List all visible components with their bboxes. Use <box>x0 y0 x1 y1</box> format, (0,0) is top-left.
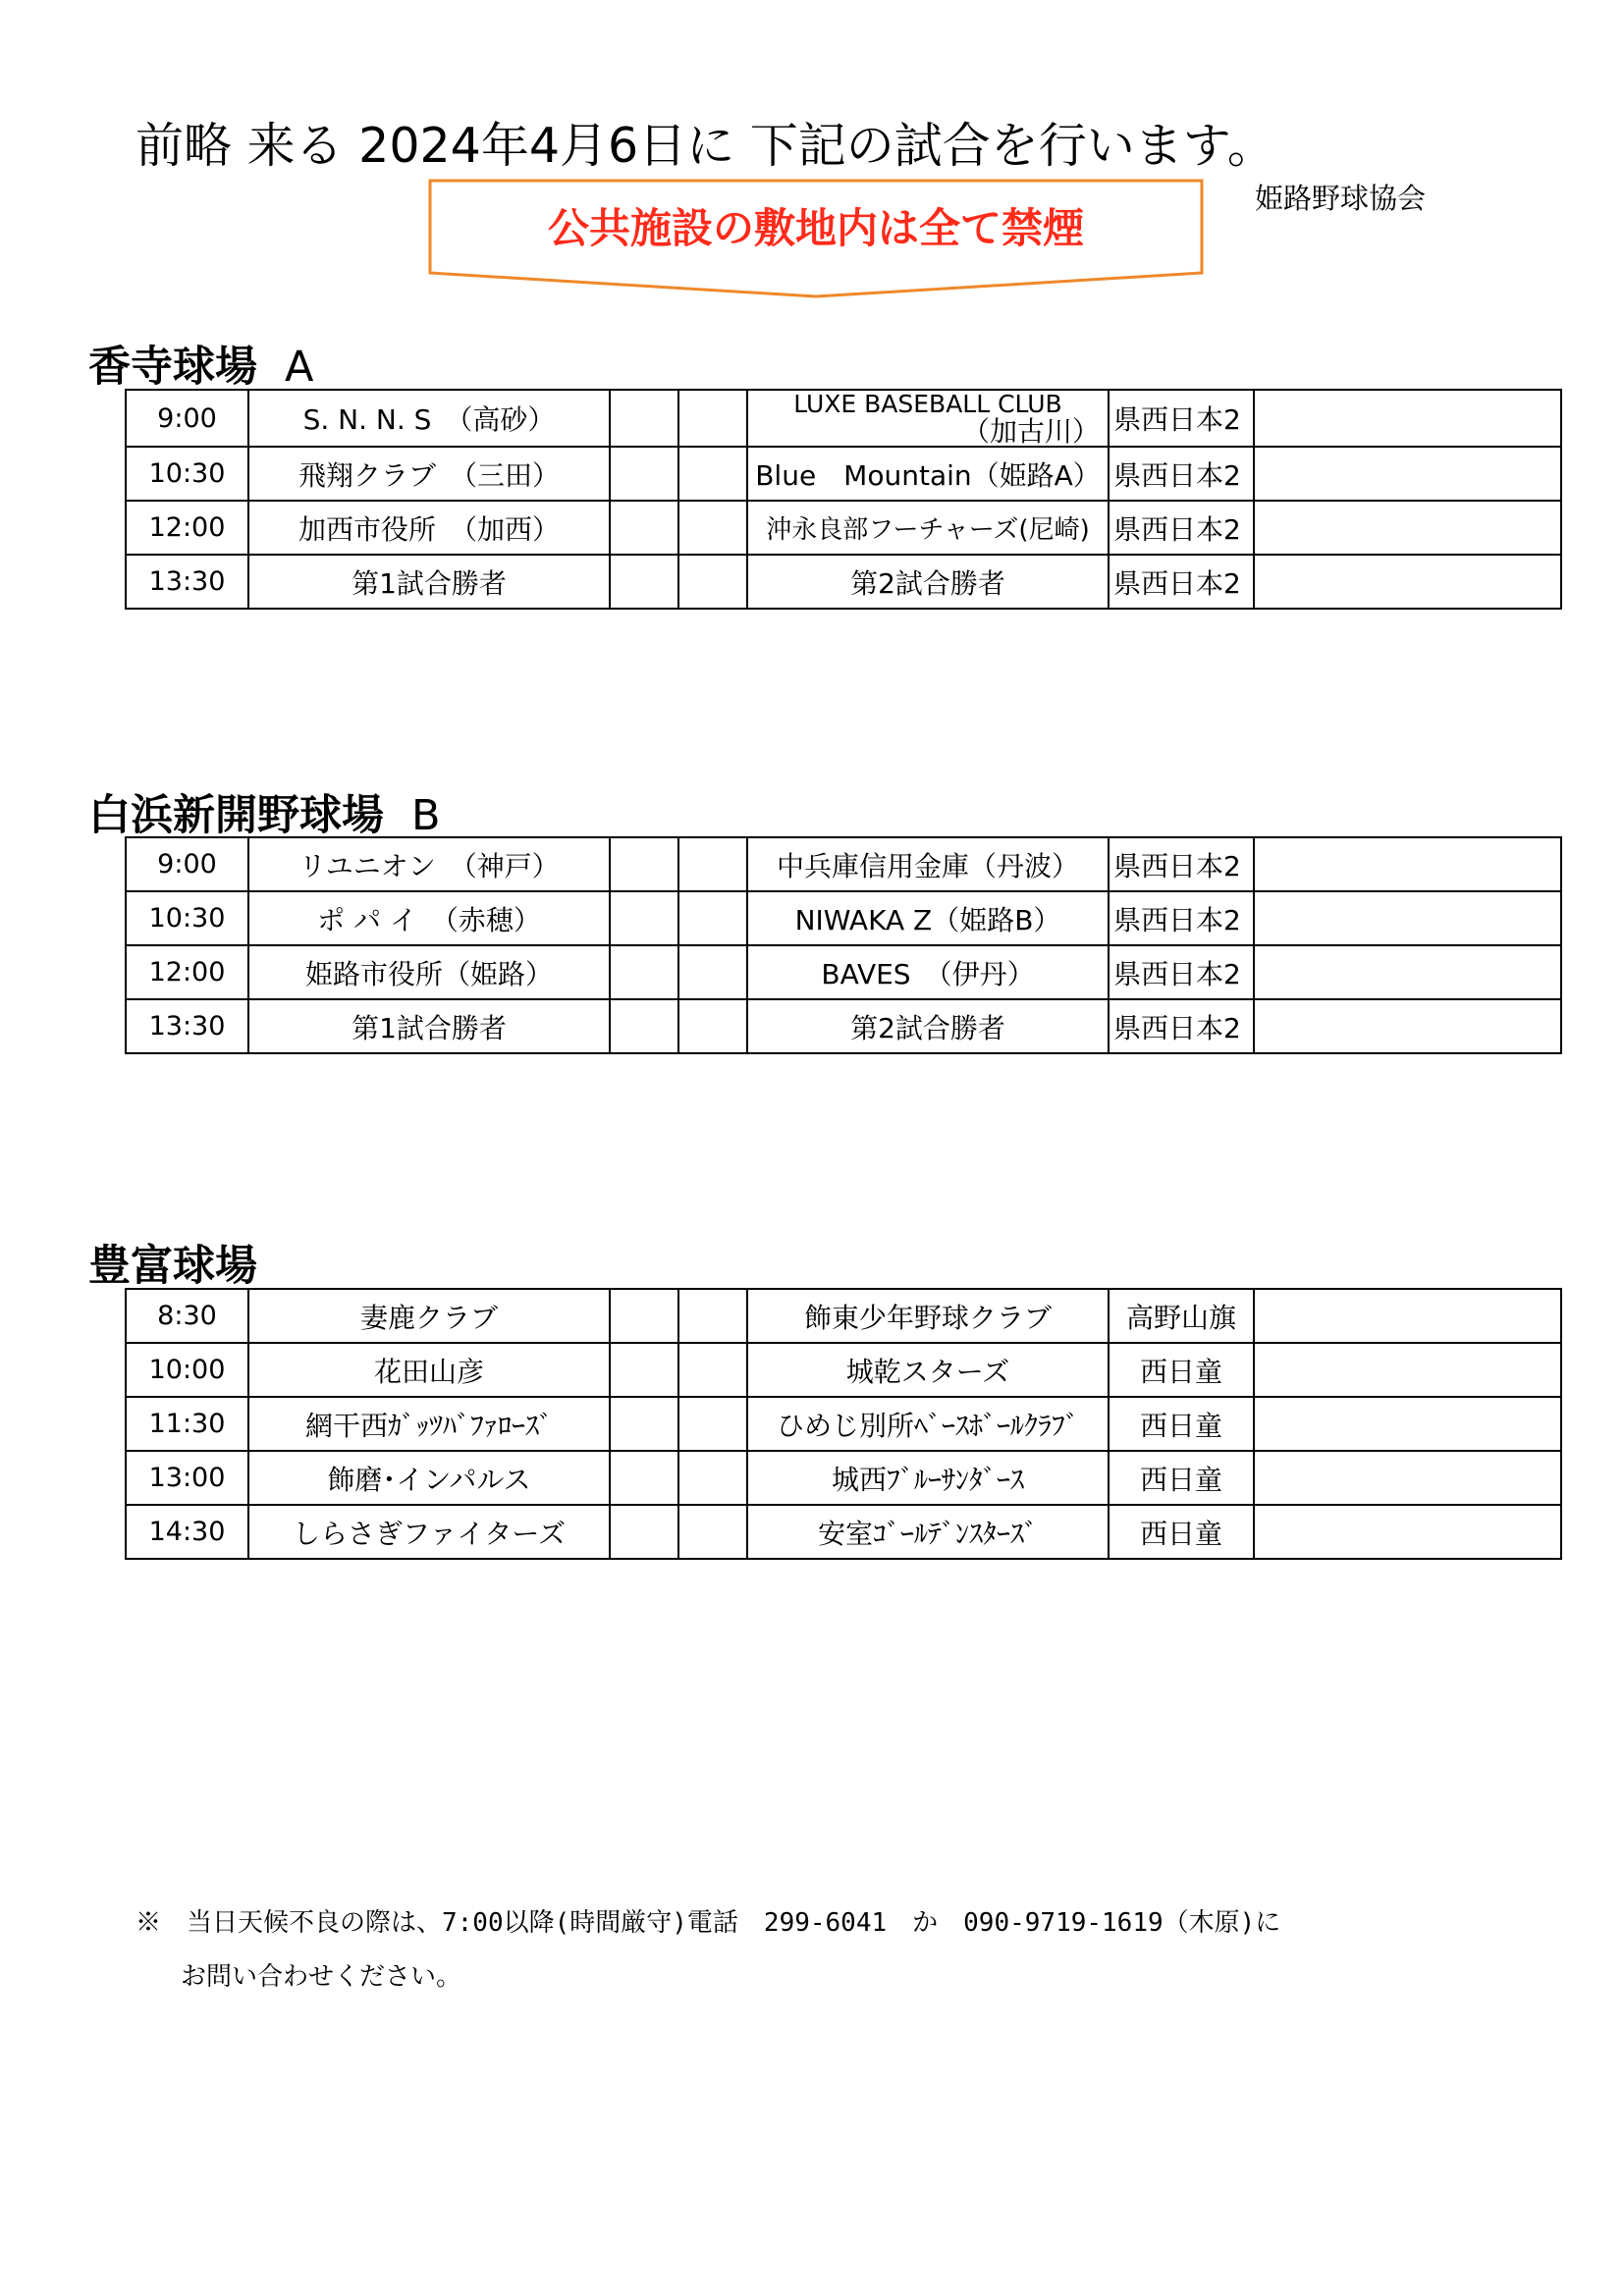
game-time: 10:30 <box>126 447 248 501</box>
game-category: 県西日本2 <box>1109 390 1254 447</box>
score-cell <box>610 501 678 555</box>
away-team: 城西ﾌﾞﾙｰｻﾝﾀﾞｰｽ <box>747 1451 1109 1505</box>
score-cell <box>678 555 747 609</box>
home-team: 加西市役所 （加西） <box>248 501 610 555</box>
home-team: 花田山彦 <box>248 1343 610 1397</box>
score-cell <box>610 390 678 447</box>
away-team: 安室ｺﾞｰﾙﾃﾞﾝｽﾀｰｽﾞ <box>747 1505 1109 1559</box>
score-cell <box>678 390 747 447</box>
away-team-line1: LUXE BASEBALL CLUB <box>793 390 1062 418</box>
banner-text: 公共施設の敷地内は全て禁煙 <box>547 204 1084 252</box>
table-row <box>126 945 1561 999</box>
away-team: 沖永良部フーチャーズ(尼崎) <box>747 501 1109 555</box>
table-row <box>126 1451 1561 1505</box>
score-cell <box>610 447 678 501</box>
game-category: 西日童 <box>1109 1343 1254 1397</box>
game-category: 県西日本2 <box>1109 891 1254 945</box>
score-cell <box>678 999 747 1053</box>
score-cell <box>678 945 747 999</box>
game-time: 13:30 <box>126 999 248 1053</box>
venue-title-toyotomi <box>88 1233 257 1293</box>
headline: 前略 来る 2024年4月6日に 下記の試合を行います。 <box>135 118 1275 174</box>
away-team <box>747 390 1109 447</box>
home-team: ポ パ イ （赤穂） <box>248 891 610 945</box>
score-cell <box>678 447 747 501</box>
score-cell <box>610 837 678 891</box>
table-row <box>126 837 1561 891</box>
away-team: BAVES （伊丹） <box>747 945 1109 999</box>
game-category: 県西日本2 <box>1109 555 1254 609</box>
score-cell <box>678 891 747 945</box>
game-category: 県西日本2 <box>1109 837 1254 891</box>
away-team: Blue Mountain（姫路A） <box>747 447 1109 501</box>
score-cell <box>678 1289 747 1343</box>
away-team: 飾東少年野球クラブ <box>747 1289 1109 1343</box>
venue-name: 豊富球場 <box>88 1242 257 1291</box>
table-row <box>126 555 1561 609</box>
home-team: 姫路市役所（姫路） <box>248 945 610 999</box>
home-team: 第1試合勝者 <box>248 999 610 1053</box>
away-team: 中兵庫信用金庫（丹波） <box>747 837 1109 891</box>
game-category: 県西日本2 <box>1109 945 1254 999</box>
game-category: 西日童 <box>1109 1451 1254 1505</box>
game-category: 西日童 <box>1109 1397 1254 1451</box>
home-team: 網干西ｶﾞｯﾂﾊﾞﾌｧﾛｰｽﾞ <box>248 1397 610 1451</box>
game-time: 13:30 <box>126 555 248 609</box>
table-row <box>126 1343 1561 1397</box>
schedule-table-koudera <box>125 389 1562 610</box>
score-cell <box>610 1289 678 1343</box>
game-time: 10:00 <box>126 1343 248 1397</box>
remarks-cell <box>1254 1343 1561 1397</box>
game-category: 県西日本2 <box>1109 999 1254 1053</box>
table-row <box>126 891 1561 945</box>
score-cell <box>678 837 747 891</box>
table-row <box>126 999 1561 1053</box>
home-team: リユニオン （神戸） <box>248 837 610 891</box>
score-cell <box>610 1505 678 1559</box>
game-category: 西日童 <box>1109 1505 1254 1559</box>
score-cell <box>610 891 678 945</box>
no-smoking-banner <box>428 179 1204 300</box>
venue-title-shirahama <box>88 782 441 842</box>
score-cell <box>678 1397 747 1451</box>
score-cell <box>610 1451 678 1505</box>
game-time: 9:00 <box>126 390 248 447</box>
venue-letter: A <box>285 343 314 392</box>
game-time: 14:30 <box>126 1505 248 1559</box>
game-category: 高野山旗 <box>1109 1289 1254 1343</box>
table-row <box>126 390 1561 447</box>
schedule-table-toyotomi <box>125 1288 1562 1560</box>
venue-name: 白浜新開野球場 <box>88 791 384 840</box>
home-team: 飾磨･インパルス <box>248 1451 610 1505</box>
weather-note-line1: ※ 当日天候不良の際は、7:00以降(時間厳守)電話 299-6041 か 090-9719-1619（木原)に <box>135 1908 1281 1938</box>
organization-name: 姫路野球協会 <box>1255 182 1427 215</box>
table-row <box>126 1397 1561 1451</box>
remarks-cell <box>1254 555 1561 609</box>
schedule-table-shirahama <box>125 836 1562 1054</box>
table-row <box>126 1289 1561 1343</box>
away-team: 第2試合勝者 <box>747 555 1109 609</box>
remarks-cell <box>1254 1289 1561 1343</box>
game-time: 9:00 <box>126 837 248 891</box>
game-time: 13:00 <box>126 1451 248 1505</box>
home-team: 妻鹿クラブ <box>248 1289 610 1343</box>
home-team: 飛翔クラブ （三田） <box>248 447 610 501</box>
score-cell <box>610 1343 678 1397</box>
remarks-cell <box>1254 1505 1561 1559</box>
remarks-cell <box>1254 501 1561 555</box>
game-time: 8:30 <box>126 1289 248 1343</box>
home-team: 第1試合勝者 <box>248 555 610 609</box>
remarks-cell <box>1254 891 1561 945</box>
table-row <box>126 501 1561 555</box>
score-cell <box>610 999 678 1053</box>
score-cell <box>678 501 747 555</box>
away-team-line2: （加古川） <box>961 415 1100 447</box>
remarks-cell <box>1254 1397 1561 1451</box>
away-team: NIWAKA Z（姫路B） <box>747 891 1109 945</box>
weather-note-line2: お問い合わせください。 <box>181 1962 462 1992</box>
home-team: S. N. N. S （高砂） <box>248 390 610 447</box>
venue-name: 香寺球場 <box>88 343 257 392</box>
table-row <box>126 1505 1561 1559</box>
score-cell <box>610 945 678 999</box>
remarks-cell <box>1254 1451 1561 1505</box>
venue-letter: B <box>411 791 441 840</box>
score-cell <box>610 1397 678 1451</box>
remarks-cell <box>1254 837 1561 891</box>
away-team: ひめじ別所ﾍﾞｰｽﾎﾞｰﾙｸﾗﾌﾞ <box>747 1397 1109 1451</box>
venue-title-koudera <box>88 334 313 394</box>
game-time: 10:30 <box>126 891 248 945</box>
score-cell <box>678 1343 747 1397</box>
table-row <box>126 447 1561 501</box>
game-time: 12:00 <box>126 945 248 999</box>
score-cell <box>678 1451 747 1505</box>
remarks-cell <box>1254 999 1561 1053</box>
home-team: しらさぎファイターズ <box>248 1505 610 1559</box>
away-team: 城乾スターズ <box>747 1343 1109 1397</box>
away-team: 第2試合勝者 <box>747 999 1109 1053</box>
game-time: 11:30 <box>126 1397 248 1451</box>
remarks-cell <box>1254 390 1561 447</box>
score-cell <box>610 555 678 609</box>
remarks-cell <box>1254 945 1561 999</box>
score-cell <box>678 1505 747 1559</box>
game-category: 県西日本2 <box>1109 501 1254 555</box>
remarks-cell <box>1254 447 1561 501</box>
game-time: 12:00 <box>126 501 248 555</box>
game-category: 県西日本2 <box>1109 447 1254 501</box>
